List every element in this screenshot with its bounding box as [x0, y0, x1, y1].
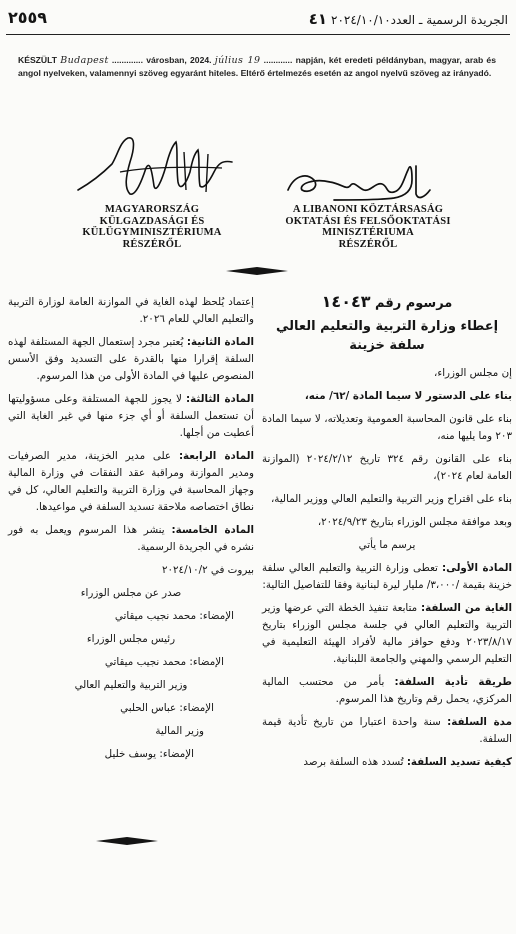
issue-date: ٢٠٢٤/١٠/١٠ [331, 13, 391, 27]
article-1: المادة الأولى: تعطى وزارة التربية والتعليم العالي سلفة خزينة بقيمة /٣،٠٠٠/ مليار ليرة لبنانية وفقا للتفاصيل التالية: [262, 562, 512, 591]
signature-pm-2: الإمضاء: محمد نجيب ميقاتي [104, 656, 224, 668]
decree-title: مرسوم رقم ١٤٠٤٣ [321, 292, 453, 311]
date-handwritten-fill: július 19 [214, 55, 261, 66]
gazette-header [6, 4, 510, 35]
decree-subtitle: إعطاء وزارة التربية والتعليم العالي سلفة خزينة [275, 319, 499, 353]
article-5: المادة الخامسة: ينشر هذا المرسوم ويعمل به فور نشره في الجريدة الرسمية. [8, 524, 255, 553]
article-4: المادة الرابعة: على مدير الخزينة، مدير الصرفيات ومدير الموازنة ومراقبة عقد النفقات في وزارة المالية وجهاز المحاسبة في وزارة التربية والتعليم العالي، كل في نطاق اختصاصه ملاحقة تسديد السلفة في مواعيدها. [8, 450, 254, 513]
education-minister-title: وزير التربية والتعليم العالي [74, 679, 188, 691]
basis-cabinet-approval: وبعد موافقة مجلس الوزراء بتاريخ ٢٠٢٤/٩/٢٣، [317, 516, 512, 528]
basis-budget-law: بناء على القانون رقم ٣٢٤ تاريخ ٢٠٢٤/٢/١٢ (الموازنة العامة لعام ٢٠٢٤)، [262, 453, 512, 482]
finance-minister-title: وزير المالية [155, 725, 204, 737]
place-date: بيروت في ٢٠٢٤/١٠/٢ [161, 564, 254, 576]
advance-goal: الغاية من السلفة: متابعة تنفيذ الخطة التي عرضها وزير التربية والتعليم العالي في جلسة مجلس الوزراء بتاريخ ٢٠٢٣/٨/١٧ ودفع حوافز مالية لأفراد الهيئة التعليمية في التعليم الرسمي والمهني والجامعة اللبنانية. [262, 602, 512, 665]
decrees-following: يرسم ما يأتي [358, 539, 416, 551]
article-2: المادة الثانية: يُعتبر مجرد إستعمال الجهة المستلفة لهذه السلفة إقرارا منها بالقدرة على التسديد وفق الأسس المنصوص عليها في المادة الأولى من هذا المرسوم. [8, 336, 255, 382]
page-number: ٢٥٥٩ [8, 8, 48, 27]
article-3: المادة الثالثة: لا يجوز للجهة المستلفة وعلى مسؤوليتها أن تستعمل السلفة أو أي جزء منها في غير الغاية التي أعطيت من أجلها. [8, 393, 254, 439]
basis-constitution: بناء على الدستور لا سيما المادة /٦٢/ منه، [304, 390, 512, 402]
issue-number: ٤١ [308, 10, 328, 28]
basis-accounting-law: بناء على قانون المحاسبة العمومية وتعديلاته، لا سيما المادة ٢٠٣ وما يليها منه، [262, 413, 512, 442]
city-handwritten-fill: Budapest [60, 55, 109, 66]
gazette-title-line [305, 10, 508, 28]
signature-education-minister: الإمضاء: عباس الحلبي [120, 702, 214, 714]
hungarian-closing-paragraph: KÉSZÜLT Budapest ............. városban, 2024. július 19 ............ napján, két eredeti példányban, magyar, arab és angol nyelveken, valamennyi szöveg egyaránt hiteles. Eltérő értelmezés esetén az angol nyelvű szöveg az irányadó. [18, 55, 496, 79]
gazette-name: الجريدة الرسمية ـ العدد [390, 13, 508, 27]
advance-term: مدة السلفة: سنة واحدة اعتبارا من تاريخ تأدية قيمة السلفة. [262, 716, 513, 745]
decree-right-column [262, 292, 512, 777]
pm-title: رئيس مجلس الوزراء [86, 633, 176, 645]
section-divider [226, 267, 288, 275]
preamble: إن مجلس الوزراء، [434, 367, 512, 379]
hungarian-signature [72, 132, 242, 204]
repayment-continued: إعتماد يُلحظ لهذه الغاية في الموازنة العامة لوزارة التربية والتعليم العالي للعام ٢٠٢٦. [8, 296, 254, 325]
hungarian-ministry-block: MAGYARORSZÁG KÜLGAZDASÁGI ÉS KÜLÜGYMINISZTÉRIUMA RÉSZÉRŐL [82, 204, 222, 251]
lebanese-signature [284, 160, 434, 206]
advance-repayment: كيفية تسديد السلفة: تُسدد هذه السلفة برصد [303, 756, 512, 768]
lebanese-ministry-block: A LIBANONI KÖZTÁRSASÁG OKTATÁSI ÉS FELSŐOKTATÁSI MINISZTÉRIUMA RÉSZÉRŐL [285, 204, 451, 251]
issued-by: صدر عن مجلس الوزراء [80, 587, 182, 599]
basis-proposal: بناء على اقتراح وزير التربية والتعليم العالي ووزير المالية، [270, 493, 512, 505]
signature-finance-minister: الإمضاء: يوسف خليل [104, 748, 194, 760]
advance-payment-method: طريقة تأدية السلفة: بأمر من محتسب المالية المركزي، يحمل رقم وتاريخ هذا المرسوم. [262, 676, 513, 705]
end-divider [96, 837, 158, 845]
decree-left-column [8, 294, 254, 769]
signature-pm-1: الإمضاء: محمد نجيب ميقاتي [114, 610, 234, 622]
